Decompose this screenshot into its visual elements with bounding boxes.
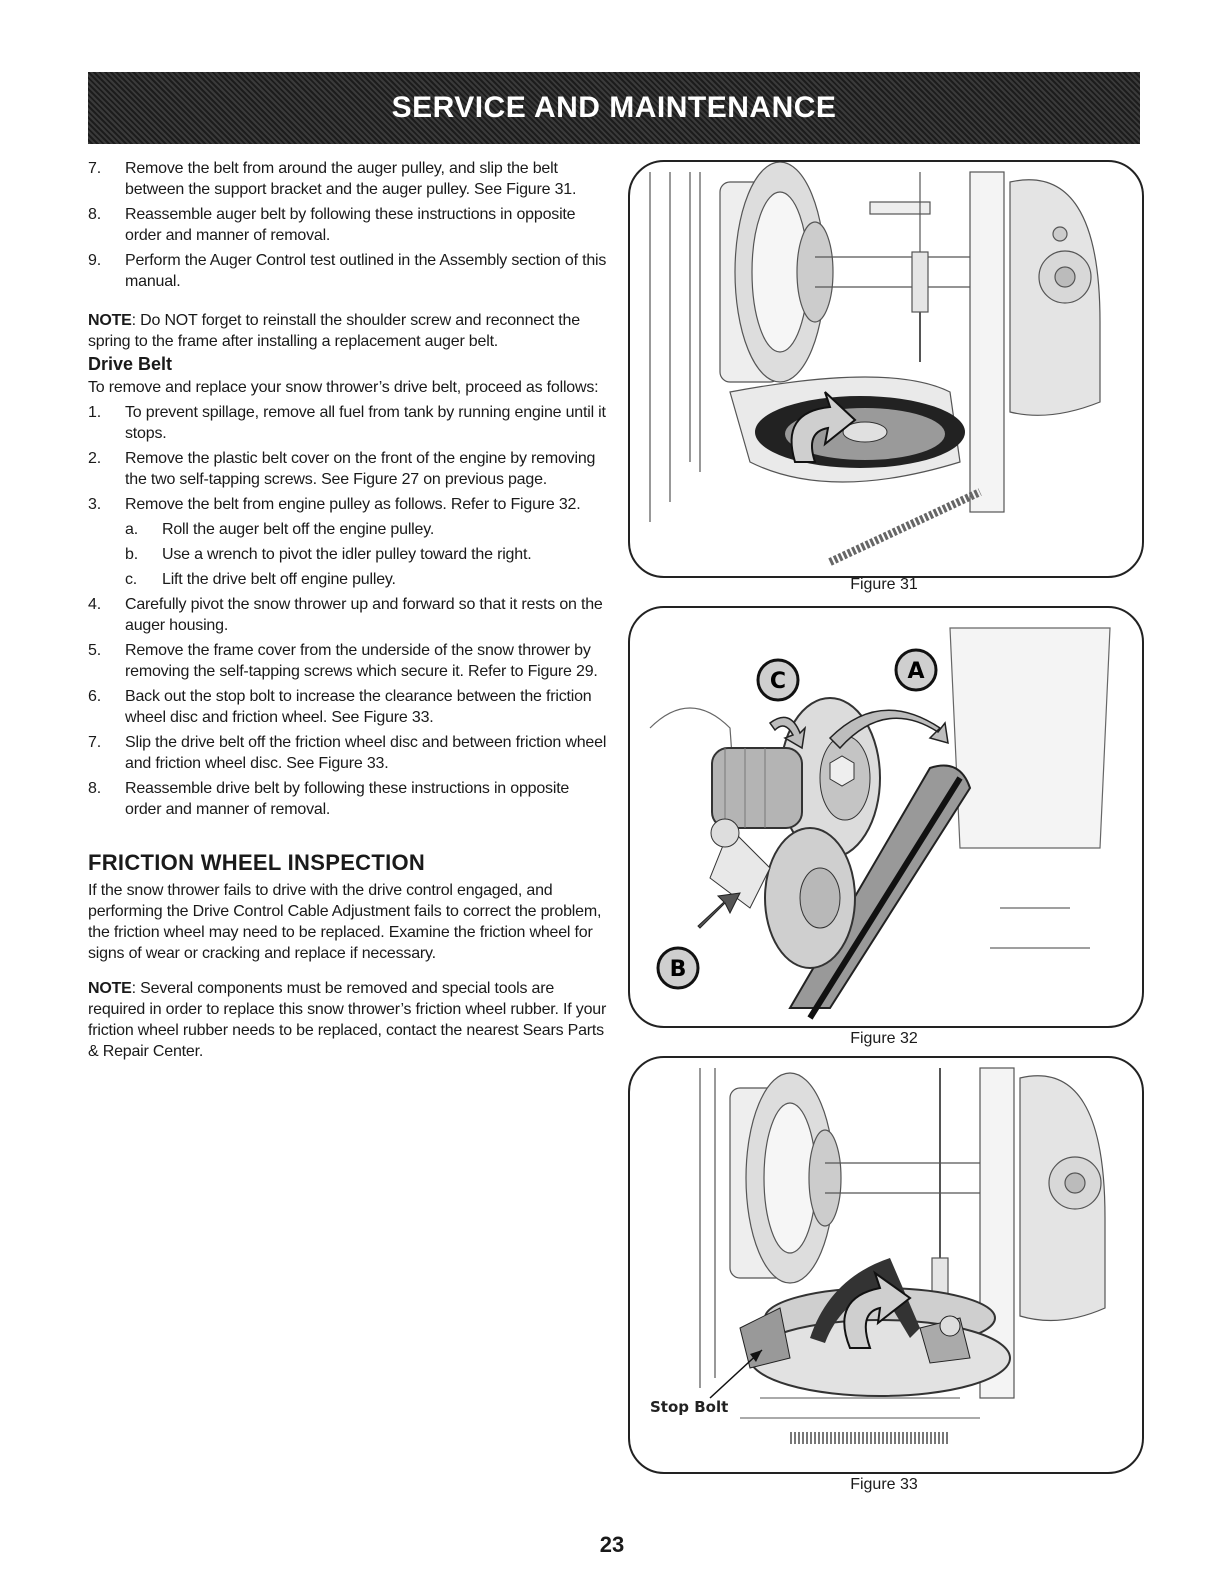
list-item: 8. Reassemble drive belt by following these instructions in opposite order and manner of removal. [88,780,570,818]
figure-31-illustration [628,160,1144,578]
list-item: 8. Reassemble auger belt by following these instructions in opposite order and manner of removal. [88,206,576,244]
drive-belt-steps-list [88,402,608,820]
drive-belt-pulley-drawing [630,608,1142,1026]
list-item: 9. Perform the Auger Control test outlined in the Assembly section of this manual. [88,252,607,290]
note-friction-wheel: NOTE: Several components must be removed and special tools are required in order to replace this snow thrower’s friction wheel rubber. If your friction wheel rubber needs to be replaced, contact the nearest Sears Parts & Repair Center. [88,980,607,1060]
auger-steps-list [88,158,608,292]
figure-32-illustration [628,606,1144,1028]
drive-belt-heading: Drive Belt [88,354,173,374]
friction-wheel-heading: FRICTION WHEEL INSPECTION [88,850,426,875]
drive-belt-intro: To remove and replace your snow thrower’s drive belt, proceed as follows: [88,379,599,396]
figure-33-caption: Figure 33 [850,1476,918,1493]
list-item: a. Roll the auger belt off the engine pulley. [125,521,435,538]
callout-a: A [907,659,925,684]
list-item: 7. Remove the belt from around the auger pulley, and slip the belt between the support bracket and the auger pulley. See Figure 31. [88,160,577,198]
list-item: 5. Remove the frame cover from the underside of the snow thrower by removing the self-tapping screws which secure it. Refer to Figure 29. [88,642,598,680]
list-item: 3. Remove the belt from engine pulley as follows. Refer to Figure 32. [88,496,581,513]
page-number: 23 [599,1532,625,1557]
section-title: SERVICE AND MAINTENANCE [391,91,837,124]
list-item: b. Use a wrench to pivot the idler pulley toward the right. [125,546,532,563]
figure-32-caption: Figure 32 [850,1030,918,1047]
list-item: 6. Back out the stop bolt to increase the clearance between the friction wheel disc and friction wheel. See Figure 33. [88,688,592,726]
list-item: c. Lift the drive belt off engine pulley. [125,571,396,588]
stop-bolt-drawing [630,1058,1142,1472]
text-column [88,158,608,1062]
friction-wheel-text: If the snow thrower fails to drive with the drive control engaged, and performing the Drive Control Cable Adjustment fails to correct the problem, the friction wheel may need to be replaced. Examine the friction wheel for signs of wear or cracking and replace if necessary. [88,882,602,962]
auger-belt-drawing [630,162,1142,576]
list-item: 1. To prevent spillage, remove all fuel from tank by running engine until it stops. [88,404,606,442]
figure-33-illustration [628,1056,1144,1474]
figure-31-caption: Figure 31 [850,576,918,593]
list-item: 7. Slip the drive belt off the friction wheel disc and between friction wheel and friction wheel disc. See Figure 33. [88,734,607,772]
note-auger-belt: NOTE: Do NOT forget to reinstall the shoulder screw and reconnect the spring to the frame after installing a replacement auger belt. [88,312,580,350]
callout-c: C [769,669,787,694]
callout-b: B [669,957,687,982]
list-item: 2. Remove the plastic belt cover on the front of the engine by removing the two self-tapping screws. See Figure 27 on previous page. [88,450,596,488]
stop-bolt-label: Stop Bolt [650,1398,729,1416]
list-item: 4. Carefully pivot the snow thrower up and forward so that it rests on the auger housing. [88,596,603,634]
section-header-banner [88,72,1140,144]
